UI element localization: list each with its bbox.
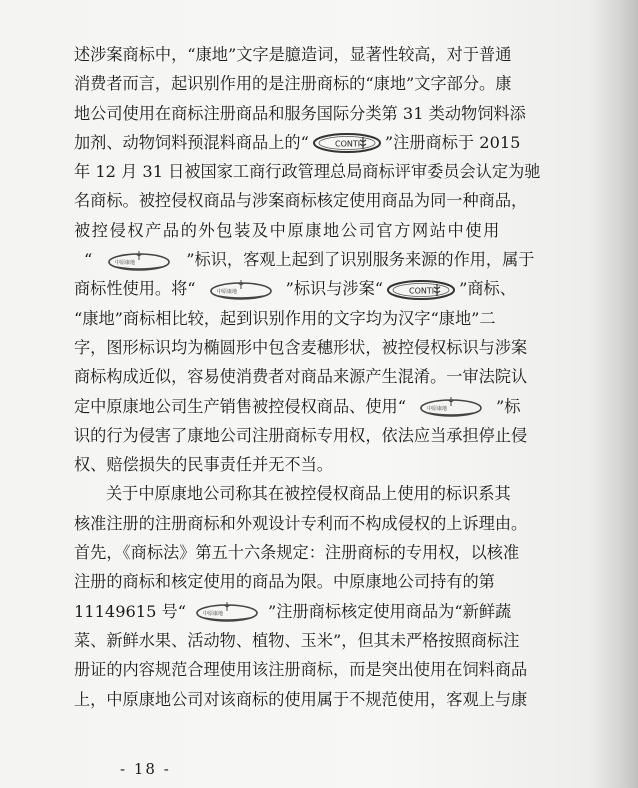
text-line [74, 626, 580, 655]
text-span: “康地”商标相比较，起到识别作用的文字均为汉字“康地”二 [74, 308, 496, 328]
text-span: 商标性使用。将“ 中原康地 ”标识与涉案“ CONTI ”商标、 [74, 274, 516, 303]
text-line [74, 128, 580, 157]
text-line [74, 509, 580, 538]
text-line [74, 597, 580, 626]
zhongyuan-logo-image [194, 601, 260, 623]
text-line [74, 538, 580, 567]
body-text [74, 40, 580, 714]
conti-logo-image [385, 279, 457, 301]
text-line [74, 421, 580, 450]
text-span: 名商标。被控侵权商品与涉案商标核定使用商品为同一种商品， [74, 191, 528, 211]
text-span: 述涉案商标中，“康地”文字是臆造词，显著性较高，对于普通 [74, 45, 512, 64]
zhongyuan-logo-image [418, 396, 484, 418]
svg-text:CONTI: CONTI [334, 139, 361, 149]
text-line [74, 450, 580, 479]
text-line [74, 69, 580, 98]
text-span: “ 中原康地 ”标识，客观上起到了识别服务来源的作用，属于 [74, 245, 535, 274]
text-span: 上，中原康地公司对该商标的使用属于不规范使用，客观上与康 [74, 689, 528, 709]
text-span: 消费者而言，起识别作用的是注册商标的“康地”文字部分。康 [74, 74, 512, 94]
text-span: 识的行为侵害了康地公司注册商标专用权，依法应当承担停止侵 [74, 425, 528, 445]
page-binding-shadow [592, 0, 638, 788]
zhongyuan-logo-image [106, 250, 172, 272]
text-span: 加剂、动物饲料预混料商品上的“ CONTI ”注册商标于 2015 [74, 128, 520, 157]
text-span: 年 12 月 31 日被国家工商行政管理总局商标评审委员会认定为驰 [74, 162, 541, 182]
text-line [74, 216, 580, 245]
page-number: - 18 - [120, 760, 171, 778]
text-span: 册证的内容规范合理使用该注册商标，而是突出使用在饲料商品 [74, 660, 528, 680]
text-span: 菜、新鲜水果、活动物、植物、玉米”，但其未严格按照商标注 [74, 630, 520, 650]
text-span: 地公司使用在商标注册商品和服务国际分类第 31 类动物饲料添 [74, 103, 526, 123]
text-line [74, 333, 580, 362]
text-line [74, 685, 580, 714]
text-line [74, 392, 580, 421]
text-span: 首先，《商标法》第五十六条规定：注册商标的专用权，以核准 [74, 543, 520, 563]
conti-logo-image [311, 132, 383, 154]
text-line [74, 245, 580, 274]
text-line [74, 362, 580, 391]
text-line [74, 567, 580, 596]
text-span: 核准注册的注册商标和外观设计专利而不构成侵权的上诉理由。 [74, 513, 528, 533]
text-line [74, 655, 580, 684]
paragraph-first-line [74, 479, 580, 508]
zhongyuan-logo-image [208, 279, 274, 301]
text-span: 注册的商标和核定使用的商品为限。中原康地公司持有的第 [74, 572, 495, 592]
text-span: 权、赔偿损失的民事责任并无不当。 [74, 455, 333, 475]
text-span: 关于中原康地公司称其在被控侵权商品上使用的标识系其 [106, 484, 511, 504]
text-span: 字，图形标识均为椭圆形中包含麦穗形状，被控侵权标识与涉案 [74, 337, 528, 357]
text-span: 定中原康地公司生产销售被控侵权商品、使用“ 中原康地 ”标 [74, 392, 521, 421]
text-line [74, 274, 580, 303]
svg-text:中原康地: 中原康地 [427, 406, 448, 413]
text-line [74, 40, 580, 69]
text-line [74, 186, 580, 215]
svg-text:中原康地: 中原康地 [216, 288, 237, 295]
svg-text:中原康地: 中原康地 [115, 259, 136, 266]
svg-text:CONTI: CONTI [409, 286, 435, 296]
text-span: 11149615 号“ 中原康地 ”注册商标核定使用商品为“新鲜蔬 [74, 597, 511, 626]
text-span: 商标构成近似，容易使消费者对商品来源产生混淆。一审法院认 [74, 367, 528, 387]
text-line [74, 99, 580, 128]
text-span: 被控侵权产品的外包装及中原康地公司官方网站中使用 [74, 220, 501, 240]
text-line [74, 304, 580, 333]
text-line [74, 157, 580, 186]
svg-text:中原康地: 中原康地 [203, 611, 224, 618]
